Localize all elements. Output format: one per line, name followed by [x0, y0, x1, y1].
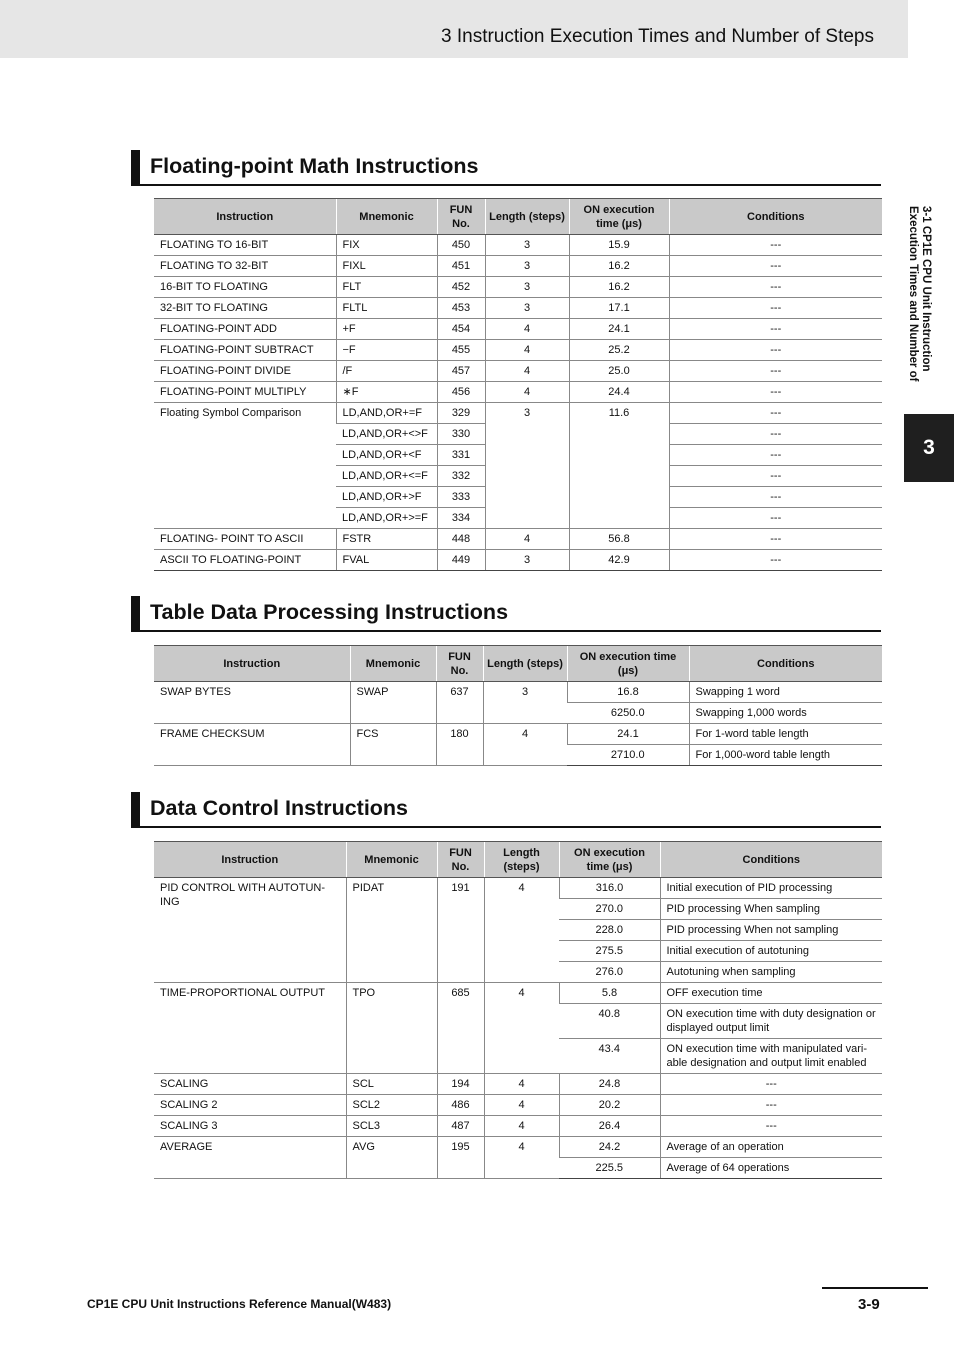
time-cell: 2710.0: [567, 745, 689, 766]
conditions-cell: ---: [669, 382, 882, 403]
table-row: [154, 1137, 882, 1158]
fun-cell: 637: [436, 682, 483, 724]
table-row: [154, 235, 882, 256]
conditions-cell: ---: [669, 319, 882, 340]
table-row: [154, 256, 882, 277]
instruction-cell: SWAP BYTES: [154, 682, 350, 724]
fun-cell: 453: [437, 298, 485, 319]
conditions-cell: ---: [660, 1095, 882, 1116]
conditions-cell: ---: [669, 277, 882, 298]
table-data-table: [154, 645, 882, 766]
instruction-cell: 32-BIT TO FLOATING: [154, 298, 336, 319]
time-cell: 43.4: [559, 1039, 660, 1074]
col-fun: FUN No.: [436, 646, 483, 682]
fun-cell: 195: [437, 1137, 484, 1179]
instruction-cell: FLOATING TO 32-BIT: [154, 256, 336, 277]
conditions-cell: Swapping 1 word: [689, 682, 882, 703]
mnemonic-cell: FVAL: [336, 550, 437, 571]
conditions-cell: Initial execution of PID processing: [660, 878, 882, 899]
fun-cell: 329: [437, 403, 485, 424]
instruction-cell: SCALING 2: [154, 1095, 346, 1116]
instruction-cell: FLOATING-POINT ADD: [154, 319, 336, 340]
mnemonic-cell: SCL2: [346, 1095, 437, 1116]
length-cell: 4: [485, 340, 569, 361]
mnemonic-cell: FLT: [336, 277, 437, 298]
col-instruction: Instruction: [154, 646, 350, 682]
conditions-cell: ---: [669, 487, 882, 508]
time-cell: 26.4: [559, 1116, 660, 1137]
mnemonic-cell: AVG: [346, 1137, 437, 1179]
table-row: [154, 361, 882, 382]
conditions-cell: ---: [669, 466, 882, 487]
conditions-cell: ---: [669, 550, 882, 571]
fun-cell: 452: [437, 277, 485, 298]
table-row: [154, 550, 882, 571]
col-conditions: Conditions: [669, 199, 882, 235]
conditions-cell: ON execution time with manipulated vari-able designation and output limit enabled: [660, 1039, 882, 1074]
length-cell: 4: [485, 529, 569, 550]
instruction-cell: FRAME CHECKSUM: [154, 724, 350, 766]
fun-cell: 487: [437, 1116, 484, 1137]
length-cell: 3: [485, 277, 569, 298]
table-row: [154, 1116, 882, 1137]
section-marker: [131, 596, 140, 630]
conditions-cell: PID processing When not sampling: [660, 920, 882, 941]
conditions-cell: ---: [669, 508, 882, 529]
conditions-cell: ON execution time with duty designation or displayed output limit: [660, 1004, 882, 1039]
time-cell: 40.8: [559, 1004, 660, 1039]
time-cell: 270.0: [559, 899, 660, 920]
col-length: Length (steps): [484, 842, 559, 878]
conditions-cell: Average of an operation: [660, 1137, 882, 1158]
fun-cell: 334: [437, 508, 485, 529]
fun-cell: 450: [437, 235, 485, 256]
fun-cell: 456: [437, 382, 485, 403]
col-mnemonic: Mnemonic: [336, 199, 437, 235]
length-cell: 3: [485, 298, 569, 319]
conditions-cell: ---: [669, 361, 882, 382]
table-row: [154, 724, 882, 745]
instruction-cell: SCALING: [154, 1074, 346, 1095]
mnemonic-cell: LD,AND,OR+>=F: [336, 508, 437, 529]
section-marker: [131, 150, 140, 184]
conditions-cell: ---: [669, 340, 882, 361]
side-section-label: 3-1 CP1E CPU Unit Instruction Execution Times and Number of: [907, 206, 932, 382]
conditions-cell: ---: [669, 445, 882, 466]
time-cell: 11.6: [569, 403, 669, 529]
table-row: [154, 1095, 882, 1116]
instruction-cell: FLOATING-POINT DIVIDE: [154, 361, 336, 382]
col-length: Length (steps): [485, 199, 569, 235]
length-cell: 4: [485, 361, 569, 382]
time-cell: 16.2: [569, 256, 669, 277]
length-cell: 3: [485, 403, 569, 529]
section-heading: Table Data Processing Instructions: [150, 600, 509, 624]
fun-cell: 486: [437, 1095, 484, 1116]
col-mnemonic: Mnemonic: [346, 842, 437, 878]
col-fun: FUN No.: [437, 199, 485, 235]
fun-cell: 457: [437, 361, 485, 382]
mnemonic-cell: SWAP: [350, 682, 436, 724]
conditions-cell: For 1,000-word table length: [689, 745, 882, 766]
fun-cell: 191: [437, 878, 484, 983]
page-header-title: 3 Instruction Execution Times and Number of Steps: [441, 26, 874, 47]
time-cell: 16.8: [567, 682, 689, 703]
conditions-cell: ---: [669, 529, 882, 550]
col-length: Length (steps): [483, 646, 567, 682]
mnemonic-cell: LD,AND,OR+>F: [336, 487, 437, 508]
instruction-cell: FLOATING-POINT MULTIPLY: [154, 382, 336, 403]
time-cell: 16.2: [569, 277, 669, 298]
instruction-cell: 16-BIT TO FLOATING: [154, 277, 336, 298]
col-on-time: ON execution time (μs): [569, 199, 669, 235]
time-cell: 24.2: [559, 1137, 660, 1158]
floating-point-table: [154, 198, 882, 571]
instruction-cell: AVERAGE: [154, 1137, 346, 1179]
table-row: [154, 298, 882, 319]
conditions-cell: Swapping 1,000 words: [689, 703, 882, 724]
col-instruction: Instruction: [154, 842, 346, 878]
table-row: [154, 382, 882, 403]
section-heading: Data Control Instructions: [150, 796, 409, 820]
conditions-cell: ---: [669, 403, 882, 424]
chapter-tab[interactable]: 3: [904, 414, 954, 482]
length-cell: 3: [485, 256, 569, 277]
instruction-cell: FLOATING-POINT SUBTRACT: [154, 340, 336, 361]
conditions-cell: PID processing When sampling: [660, 899, 882, 920]
time-cell: 25.0: [569, 361, 669, 382]
length-cell: 4: [483, 724, 567, 766]
fun-cell: 333: [437, 487, 485, 508]
section-marker: [131, 792, 140, 826]
conditions-cell: Initial execution of autotuning: [660, 941, 882, 962]
col-fun: FUN No.: [437, 842, 484, 878]
instruction-cell: FLOATING TO 16-BIT: [154, 235, 336, 256]
table-row: [154, 878, 882, 899]
instruction-cell: Floating Symbol Comparison: [154, 403, 336, 529]
time-cell: 6250.0: [567, 703, 689, 724]
footer-page-number: 3-9: [858, 1296, 880, 1313]
time-cell: 56.8: [569, 529, 669, 550]
fun-cell: 455: [437, 340, 485, 361]
table-row: [154, 403, 882, 424]
length-cell: 4: [484, 983, 559, 1074]
section-title-data-control: [131, 792, 881, 828]
mnemonic-cell: SCL3: [346, 1116, 437, 1137]
fun-cell: 449: [437, 550, 485, 571]
col-conditions: Conditions: [689, 646, 882, 682]
table-row: [154, 277, 882, 298]
time-cell: 24.1: [569, 319, 669, 340]
conditions-cell: ---: [669, 424, 882, 445]
conditions-cell: OFF execution time: [660, 983, 882, 1004]
table-row: [154, 529, 882, 550]
time-cell: 228.0: [559, 920, 660, 941]
mnemonic-cell: ∗F: [336, 382, 437, 403]
length-cell: 3: [483, 682, 567, 724]
mnemonic-cell: SCL: [346, 1074, 437, 1095]
conditions-cell: For 1-word table length: [689, 724, 882, 745]
time-cell: 42.9: [569, 550, 669, 571]
instruction-cell: SCALING 3: [154, 1116, 346, 1137]
fun-cell: 180: [436, 724, 483, 766]
mnemonic-cell: FCS: [350, 724, 436, 766]
conditions-cell: Autotuning when sampling: [660, 962, 882, 983]
col-mnemonic: Mnemonic: [350, 646, 436, 682]
length-cell: 4: [484, 1116, 559, 1137]
mnemonic-cell: LD,AND,OR+=F: [336, 403, 437, 424]
time-cell: 225.5: [559, 1158, 660, 1179]
fun-cell: 451: [437, 256, 485, 277]
length-cell: 4: [484, 1074, 559, 1095]
length-cell: 3: [485, 550, 569, 571]
length-cell: 4: [484, 878, 559, 983]
table-row: [154, 1074, 882, 1095]
mnemonic-cell: PIDAT: [346, 878, 437, 983]
fun-cell: 332: [437, 466, 485, 487]
col-conditions: Conditions: [660, 842, 882, 878]
time-cell: 316.0: [559, 878, 660, 899]
time-cell: 24.4: [569, 382, 669, 403]
length-cell: 4: [484, 1137, 559, 1179]
footer-manual-title: CP1E CPU Unit Instructions Reference Manual(W483): [87, 1297, 392, 1311]
time-cell: 5.8: [559, 983, 660, 1004]
mnemonic-cell: LD,AND,OR+<>F: [336, 424, 437, 445]
data-control-table: [154, 841, 882, 1179]
time-cell: 276.0: [559, 962, 660, 983]
mnemonic-cell: LD,AND,OR+<F: [336, 445, 437, 466]
length-cell: 4: [485, 382, 569, 403]
table-row: [154, 983, 882, 1004]
instruction-cell: FLOATING- POINT TO ASCII: [154, 529, 336, 550]
fun-cell: 685: [437, 983, 484, 1074]
length-cell: 3: [485, 235, 569, 256]
mnemonic-cell: TPO: [346, 983, 437, 1074]
time-cell: 20.2: [559, 1095, 660, 1116]
conditions-cell: ---: [669, 235, 882, 256]
instruction-cell: ASCII TO FLOATING-POINT: [154, 550, 336, 571]
col-instruction: Instruction: [154, 199, 336, 235]
mnemonic-cell: +F: [336, 319, 437, 340]
conditions-cell: ---: [660, 1074, 882, 1095]
mnemonic-cell: LD,AND,OR+<=F: [336, 466, 437, 487]
fun-cell: 454: [437, 319, 485, 340]
time-cell: 17.1: [569, 298, 669, 319]
section-title-floating: [131, 150, 881, 186]
mnemonic-cell: FLTL: [336, 298, 437, 319]
fun-cell: 448: [437, 529, 485, 550]
instruction-cell: TIME-PROPORTIONAL OUTPUT: [154, 983, 346, 1074]
conditions-cell: Average of 64 operations: [660, 1158, 882, 1179]
table-row: [154, 340, 882, 361]
time-cell: 24.1: [567, 724, 689, 745]
instruction-cell: PID CONTROL WITH AUTOTUN-ING: [154, 878, 346, 983]
mnemonic-cell: /F: [336, 361, 437, 382]
time-cell: 25.2: [569, 340, 669, 361]
mnemonic-cell: FSTR: [336, 529, 437, 550]
mnemonic-cell: −F: [336, 340, 437, 361]
time-cell: 24.8: [559, 1074, 660, 1095]
conditions-cell: ---: [660, 1116, 882, 1137]
footer-rule: [822, 1287, 928, 1289]
section-heading: Floating-point Math Instructions: [150, 154, 479, 178]
mnemonic-cell: FIX: [336, 235, 437, 256]
mnemonic-cell: FIXL: [336, 256, 437, 277]
table-row: [154, 319, 882, 340]
time-cell: 15.9: [569, 235, 669, 256]
col-on-time: ON execution time (μs): [559, 842, 660, 878]
conditions-cell: ---: [669, 256, 882, 277]
fun-cell: 331: [437, 445, 485, 466]
fun-cell: 330: [437, 424, 485, 445]
time-cell: 275.5: [559, 941, 660, 962]
conditions-cell: ---: [669, 298, 882, 319]
col-on-time: ON execution time (μs): [567, 646, 689, 682]
table-row: [154, 682, 882, 703]
length-cell: 4: [484, 1095, 559, 1116]
fun-cell: 194: [437, 1074, 484, 1095]
length-cell: 4: [485, 319, 569, 340]
section-title-table-data: [131, 596, 881, 632]
